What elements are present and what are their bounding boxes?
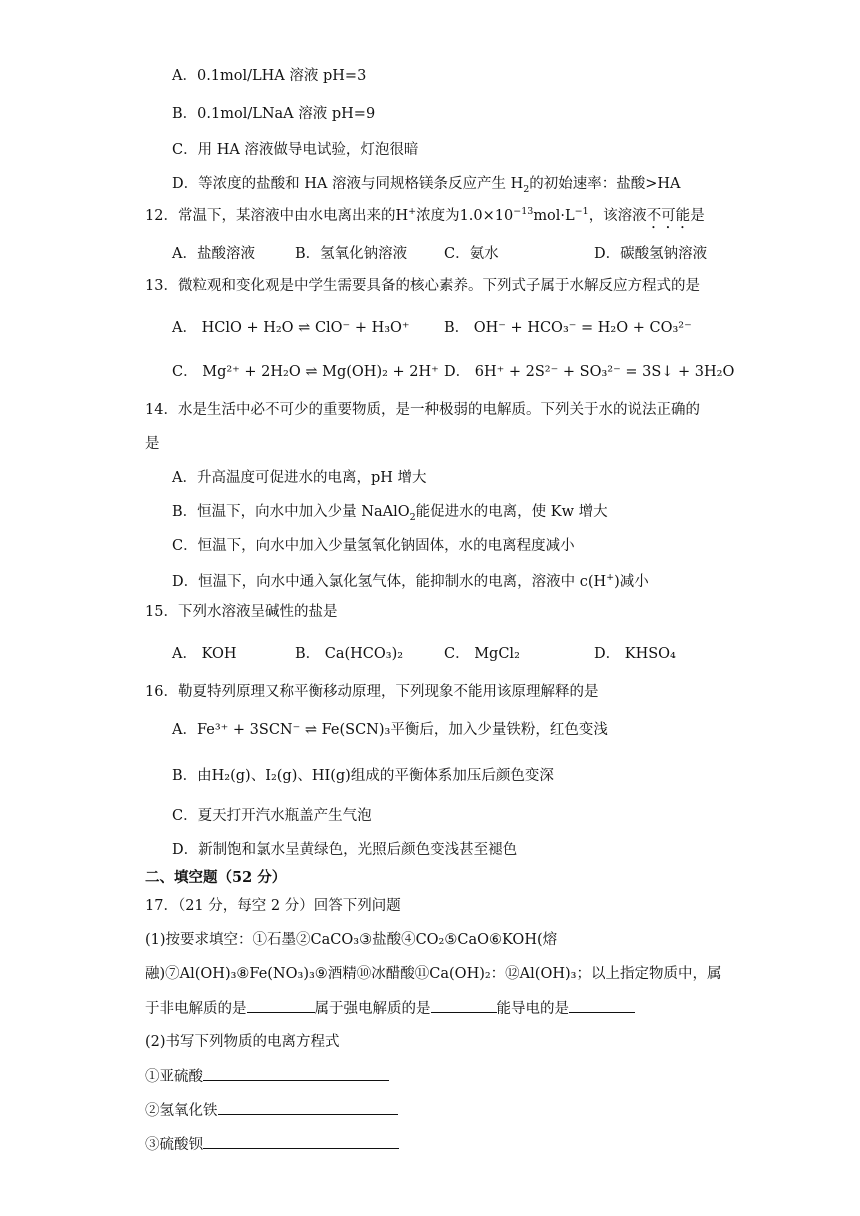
q13-option-d-equation: 6H⁺ + 2S²⁻ + SO₃²⁻ = 3S↓ + 3H₂O [474,364,735,380]
answer-blank-conductive[interactable] [569,998,635,1013]
q14-option-d [172,568,649,592]
q17-part1-label-nonelectrolyte: 于非电解质的是 [145,1001,247,1017]
q16-option-d: D．新制饱和氯水呈黄绿色，光照后颜色变浅甚至褪色 [172,842,518,858]
q14-option-b-text: B．恒温下，向水中加入少量 NaAlO [172,504,410,520]
q16-option-a-label: A． [172,722,197,738]
q12-h-sup: + [408,206,417,217]
q12-stem-text2: 浓度为 [416,207,460,224]
answer-blank-item-3[interactable] [203,1134,399,1149]
q15-option-c: C． MgCl₂ [444,646,520,662]
q13-option-b-label: B． [444,320,470,336]
q14-option-d-text: D．恒温下，向水中通入氯化氢气体，能抑制水的电离，溶液中 c(H [172,573,607,590]
q13-option-d [444,360,734,381]
q12-conc-exp: −13 [513,206,534,217]
q16-option-c: C．夏天打开汽水瓶盖产生气泡 [172,808,372,824]
answer-blank-item-1[interactable] [203,1066,389,1081]
q14-option-a: A．升高温度可促进水的电离，pH 增大 [172,470,427,486]
q15-option-b: B． Ca(HCO₃)₂ [295,646,404,662]
q13-option-b [444,316,692,337]
q15-option-a: A． KOH [172,646,237,662]
q13-option-d-label: D． [444,364,471,380]
q17-part2: (2)书写下列物质的电离方程式 [145,1034,340,1050]
answer-blank-nonelectrolyte[interactable] [247,998,315,1013]
q12-unit-exp: −1 [574,206,589,217]
q14-option-d-sup: + [606,572,615,583]
q17-item-3 [145,1134,399,1155]
q16-option-a [172,720,608,740]
q14-stem-line1: 14．水是生活中必不可少的重要物质，是一种极弱的电解质。下列关于水的说法正确的 [145,402,700,418]
q13-option-c-label: C． [172,364,198,380]
q17-item-3-label: ③硫酸钡 [145,1137,203,1153]
q17-part1-label-strong: 属于强电解质的是 [314,1001,431,1017]
q17-item-1 [145,1066,389,1087]
q14-option-c: C．恒温下，向水中加入少量氢氧化钠固体，水的电离程度减小 [172,538,575,554]
q11-option-d-text2: 的初始速率：盐酸>HA [529,176,681,192]
q14-stem-line2: 是 [145,436,160,452]
q16-option-b-equation: H₂(g)、I₂(g)、HI(g) [211,768,351,784]
q12-h: H [395,207,409,224]
q11-option-c: C．用 HA 溶液做导电试验，灯泡很暗 [172,142,419,158]
q16-stem: 16．勒夏特列原理又称平衡移动原理，下列现象不能用该原理解释的是 [145,684,599,700]
q15-stem: 15．下列水溶液呈碱性的盐是 [145,604,338,620]
q11-option-b: B．0.1mol/LNaA 溶液 pH=9 [172,106,376,122]
q17-part1-line1: (1)按要求填空：①石墨②CaCO₃③盐酸④CO₂⑤CaO⑥KOH(熔 [145,932,558,948]
q16-option-a-text: 平衡后，加入少量铁粉，红色变浅 [390,722,608,738]
q12-stem-text4: 是 [690,207,705,224]
q12-option-b: B．氢氧化钠溶液 [295,246,408,262]
q12-unit: mol·L [533,207,575,224]
section-title-fill-in: 二、填空题（52 分） [145,869,287,886]
q14-option-b-sub: 2 [409,511,416,523]
q12-stem-text: 12．常温下，某溶液中由水电离出来的 [145,207,396,224]
q12-option-a: A．盐酸溶液 [172,246,255,262]
q17-part1-line3 [145,998,635,1019]
q13-option-c [172,360,439,381]
q13-option-c-equation: Mg²⁺ + 2H₂O ⇌ Mg(OH)₂ + 2H⁺ [202,364,439,380]
q13-stem: 13．微粒观和变化观是中学生需要具备的核心素养。下列式子属于水解反应方程式的是 [145,278,700,294]
q14-option-b [172,502,608,528]
q12-stem [145,202,705,232]
q15-option-d: D． KHSO₄ [594,646,676,662]
q17-item-2 [145,1100,398,1121]
q12-stem-text3: ，该溶液 [588,207,647,224]
q16-option-b-text: 组成的平衡体系加压后颜色变深 [350,768,554,784]
answer-blank-strong-electrolyte[interactable] [431,998,497,1013]
q16-option-b [172,766,554,786]
q13-option-a [172,316,410,337]
q17-item-2-label: ②氢氧化铁 [145,1103,218,1119]
answer-blank-item-2[interactable] [218,1100,398,1115]
q11-option-d-sub: 2 [523,183,530,195]
q12-option-d: D．碳酸氢钠溶液 [594,246,708,262]
q13-option-a-label: A． [172,320,197,336]
q11-option-d [172,174,681,200]
q17-item-1-label: ①亚硫酸 [145,1069,203,1085]
q13-option-b-equation: OH⁻ + HCO₃⁻ = H₂O + CO₃²⁻ [473,320,692,336]
q12-option-c: C．氨水 [444,246,499,262]
q12-emphasis: 不可能 [646,207,691,224]
q16-option-a-equation: Fe³⁺ + 3SCN⁻ ⇌ Fe(SCN)₃ [196,722,391,738]
q12-conc: 1.0×10 [459,207,514,224]
q11-option-d-text: D．等浓度的盐酸和 HA 溶液与同规格镁条反应产生 H [172,176,524,192]
q17-stem: 17．（21 分，每空 2 分）回答下列问题 [145,898,401,914]
q13-option-a-equation: HClO + H₂O ⇌ ClO⁻ + H₃O⁺ [201,320,410,336]
q16-option-b-label: B．由 [172,768,212,784]
q17-part1-line2: 融)⑦Al(OH)₃⑧Fe(NO₃)₃⑨酒精⑩冰醋酸⑪Ca(OH)₂：⑫Al(OH)₃；以上指定物质中，属 [145,966,722,982]
q17-part1-label-conductive: 能导电的是 [496,1001,569,1017]
q14-option-d-text2: )减小 [614,573,649,590]
q11-option-a: A．0.1mol/LHA 溶液 pH=3 [172,68,367,84]
q14-option-b-text2: 能促进水的电离，使 Kw 增大 [415,504,608,520]
